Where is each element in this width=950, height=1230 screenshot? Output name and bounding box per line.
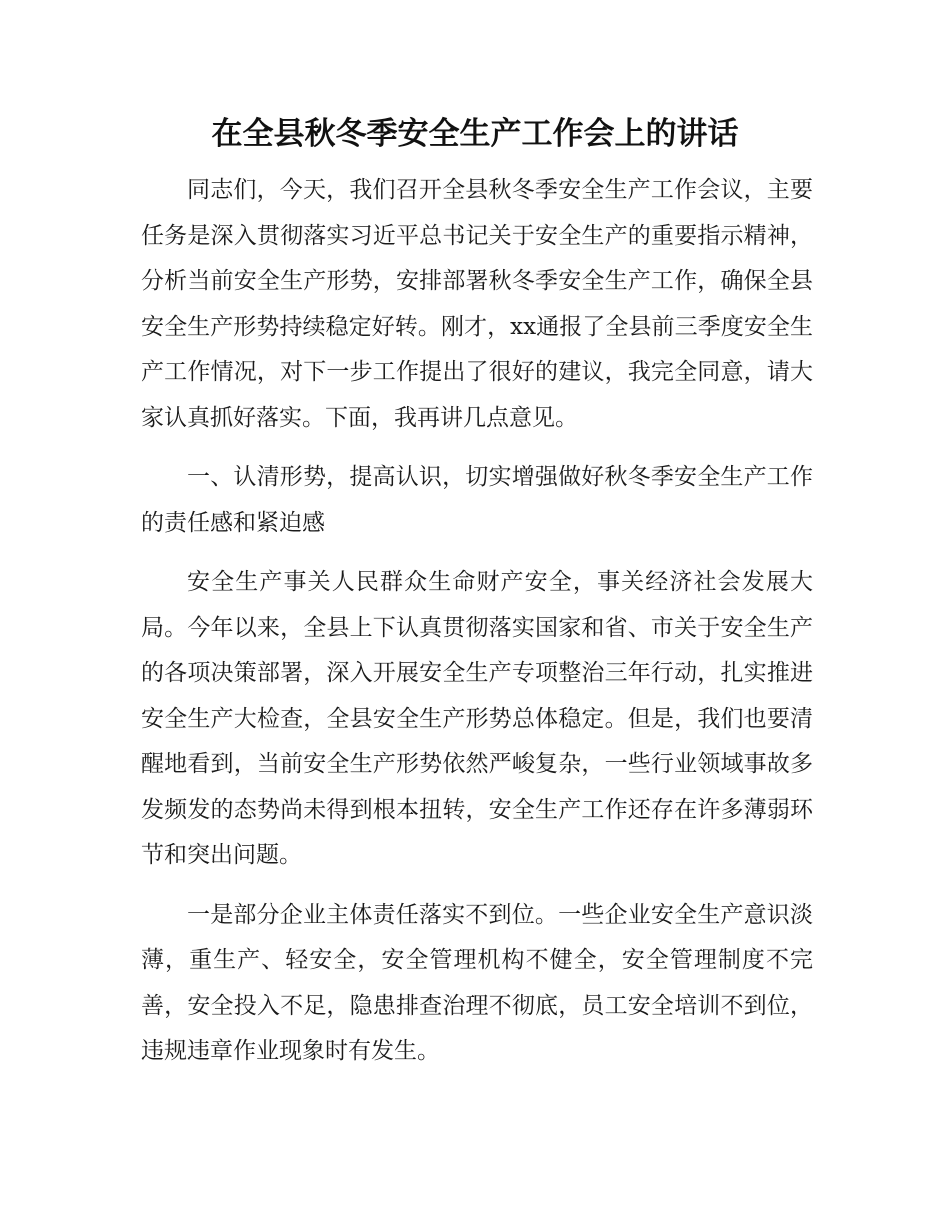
section-heading-1: 一、认清形势，提高认识，切实增强做好秋冬季安全生产工作的责任感和紧迫感 — [141, 464, 813, 536]
paragraph-situation: 安全生产事关人民群众生命财产安全，事关经济社会发展大局。今年以来，全县上下认真贯彻落实国家和省、市关于安全生产的各项决策部署，深入开展安全生产专项整治三年行动，扎实推进安全生产大检查，全县安全生产形势总体稳定。但是，我们也要清醒地看到，当前安全生产形势依然严峻复杂，一些行业领域事故多发频发的态势尚未得到根本扭转，安全生产工作还存在许多薄弱环节和突出问题。 — [141, 569, 813, 868]
paragraph-point-1: 一是部分企业主体责任落实不到位。一些企业安全生产意识淡薄，重生产、轻安全，安全管理机构不健全，安全管理制度不完善，安全投入不足，隐患排查治理不彻底，员工安全培训不到位，违规违章作业现象时有发生。 — [141, 901, 813, 1064]
paragraph-opening: 同志们，今天，我们召开全县秋冬季安全生产工作会议，主要任务是深入贯彻落实习近平总书记关于安全生产的重要指示精神，分析当前安全生产形势，安排部署秋冬季安全生产工作，确保全县安全生产形势持续稳定好转。刚才，xx通报了全县前三季度安全生产工作情况，对下一步工作提出了很好的建议，我完全同意，请大家认真抓好落实。下面，我再讲几点意见。 — [141, 177, 813, 431]
document-title: 在全县秋冬季安全生产工作会上的讲话 — [211, 116, 739, 152]
document-body — [141, 168, 813, 1089]
